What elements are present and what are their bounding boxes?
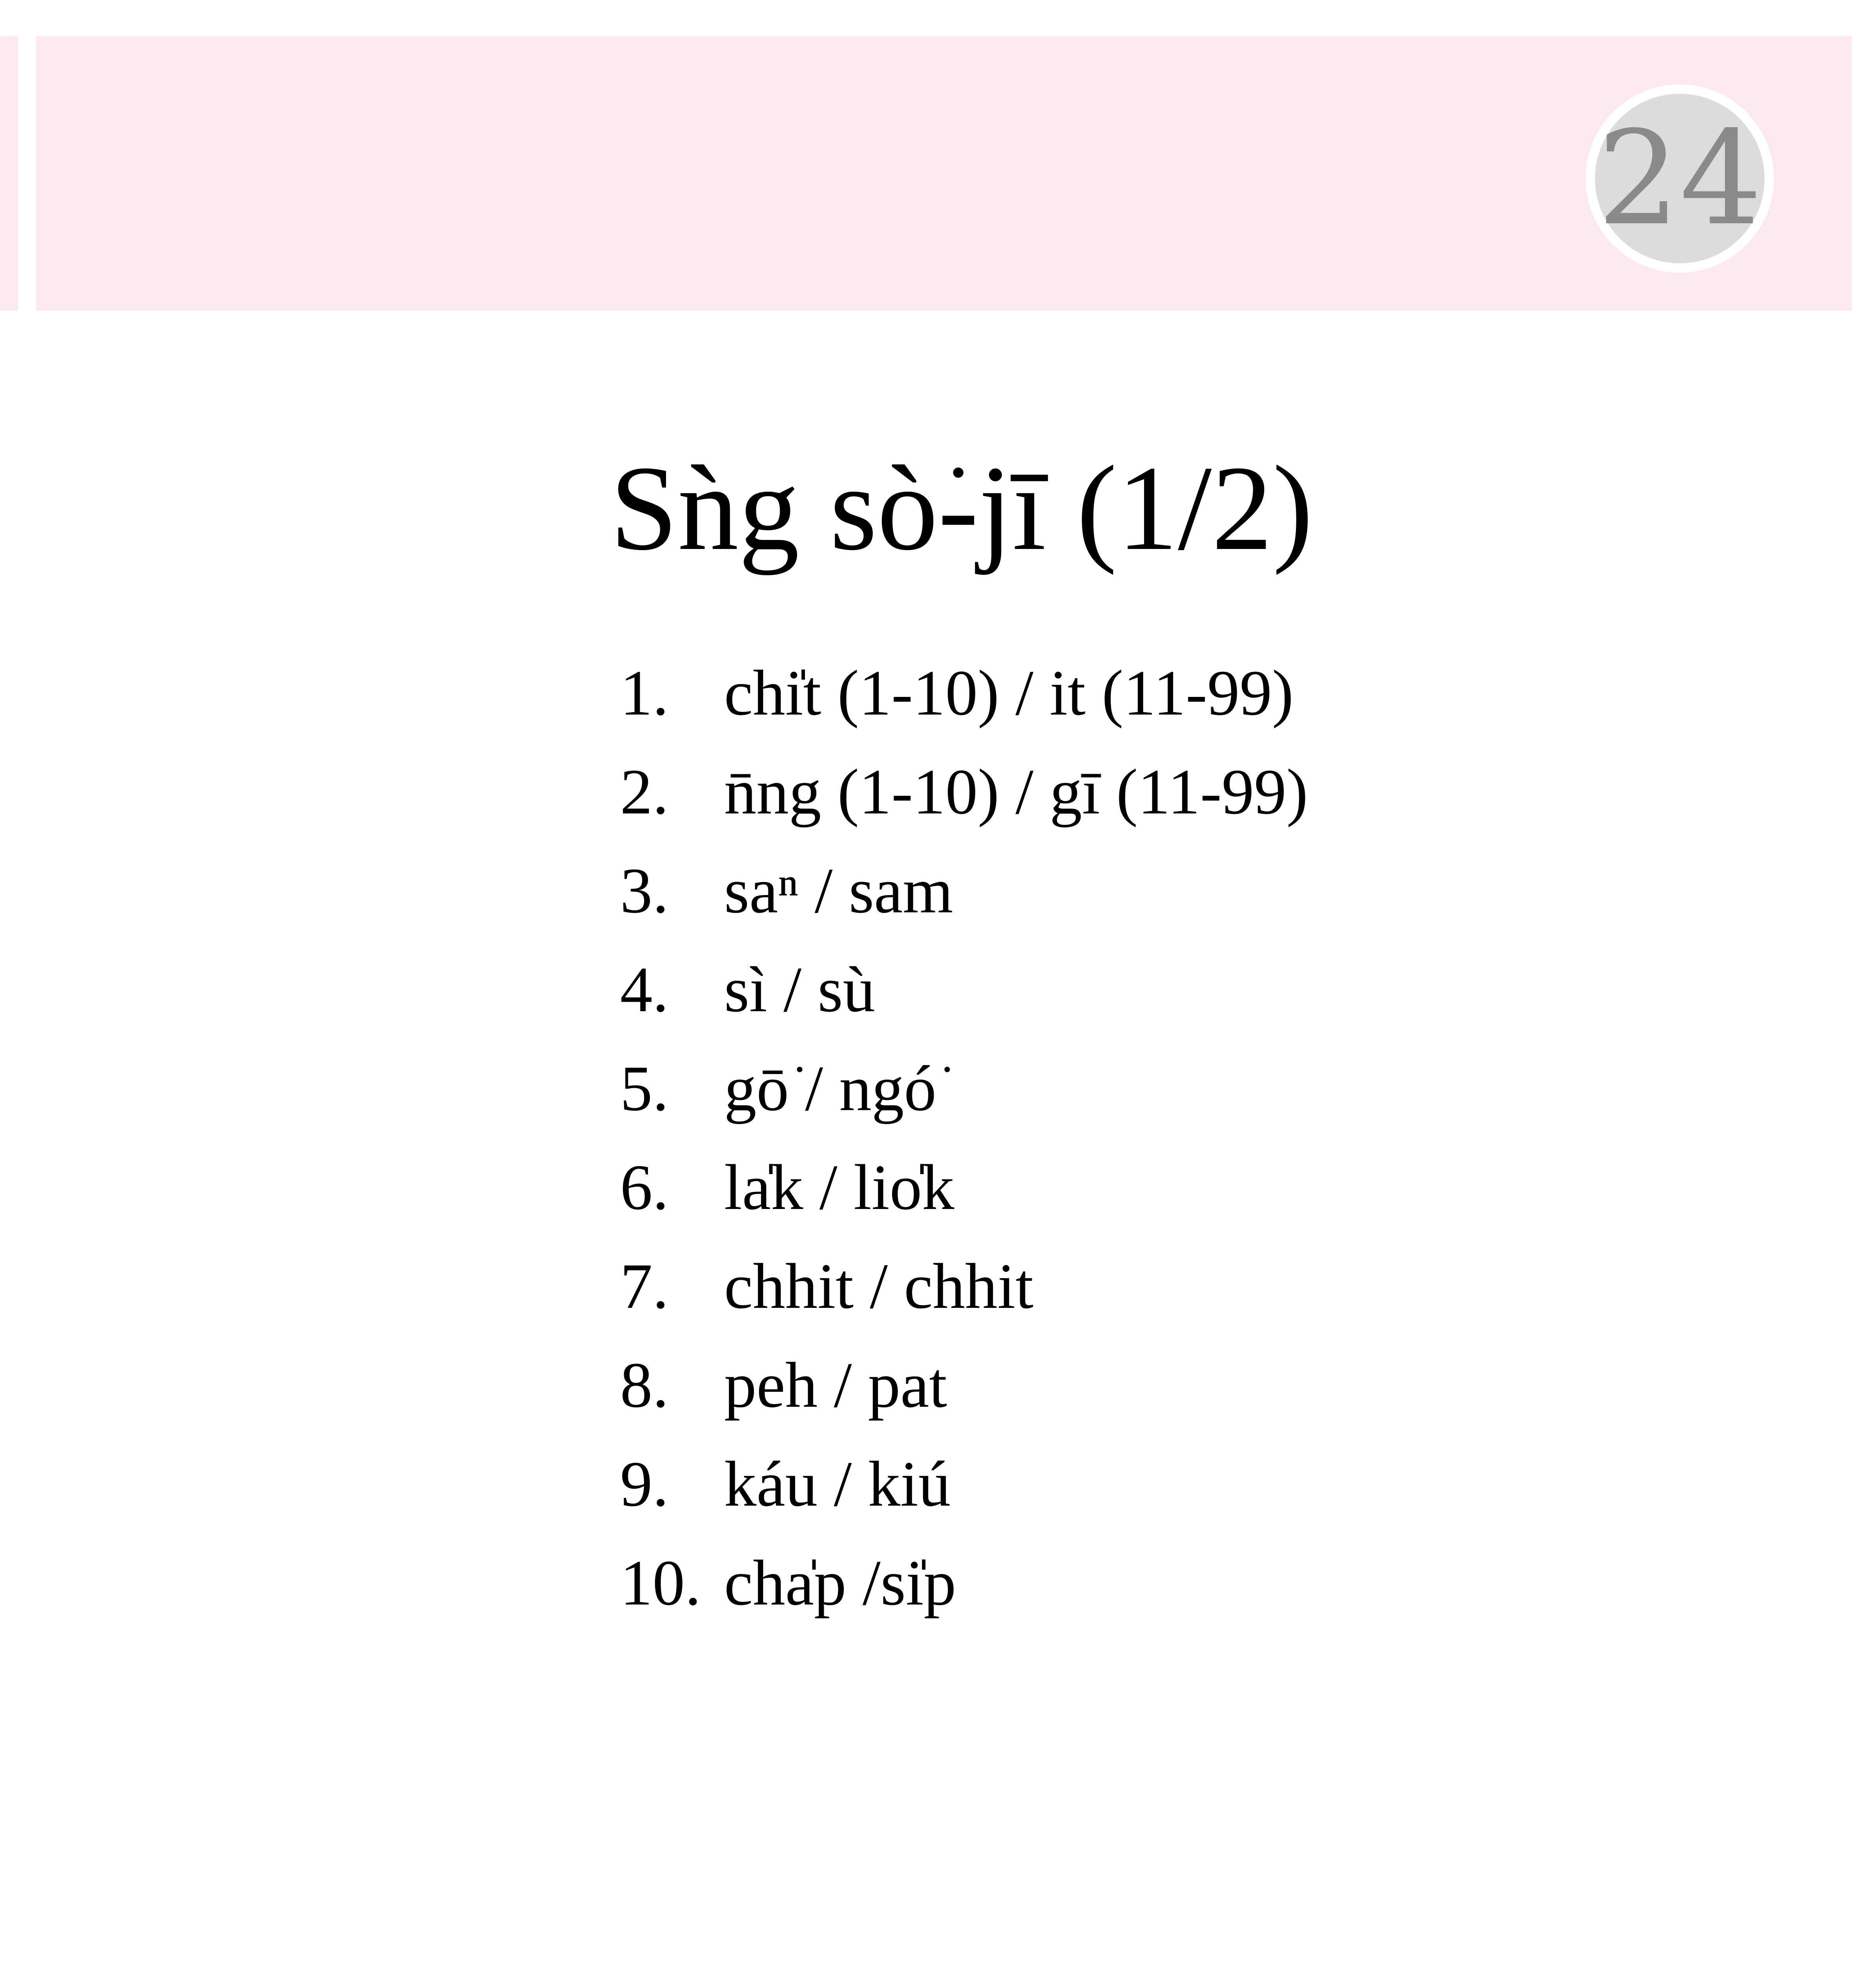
list-text: chi̍t (1-10) / it (11-99) — [724, 657, 1294, 729]
header-band — [36, 36, 1852, 311]
list-item — [620, 742, 1308, 841]
list-index: 1. — [620, 657, 669, 729]
list-item — [620, 1435, 1308, 1533]
chapter-number: 24 — [1595, 94, 1765, 263]
list-item — [620, 1039, 1308, 1138]
list-text: chhit / chhit — [724, 1250, 1034, 1322]
number-list — [620, 644, 1308, 1632]
list-text: la̍k / lio̍k — [724, 1151, 954, 1223]
list-text: káu / kiú — [724, 1448, 951, 1520]
list-text: sì / sù — [724, 954, 876, 1025]
list-text: saⁿ / sam — [724, 855, 953, 926]
list-item — [620, 644, 1308, 742]
list-index: 10. — [620, 1547, 701, 1619]
list-item — [620, 940, 1308, 1039]
list-item — [620, 1138, 1308, 1237]
list-index: 4. — [620, 954, 669, 1025]
list-index: 7. — [620, 1250, 669, 1322]
list-item — [620, 1336, 1308, 1435]
list-index: 3. — [620, 855, 669, 926]
list-index: 6. — [620, 1151, 669, 1223]
list-item — [620, 1237, 1308, 1336]
list-item — [620, 1533, 1308, 1632]
chapter-badge — [1586, 84, 1774, 273]
list-text: cha̍p /si̍p — [724, 1547, 956, 1619]
list-text: peh / pat — [724, 1349, 947, 1421]
list-text: gō͘ / ngó͘ — [724, 1052, 936, 1124]
list-text: n̄ng (1-10) / gī (11-99) — [724, 756, 1308, 828]
list-index: 2. — [620, 756, 669, 828]
list-item — [620, 841, 1308, 940]
page-title: Sǹg sò͘-jī (1/2) — [610, 441, 1313, 576]
list-index: 9. — [620, 1448, 669, 1520]
list-index: 5. — [620, 1052, 669, 1124]
list-index: 8. — [620, 1349, 669, 1421]
left-accent-bar — [0, 36, 18, 311]
